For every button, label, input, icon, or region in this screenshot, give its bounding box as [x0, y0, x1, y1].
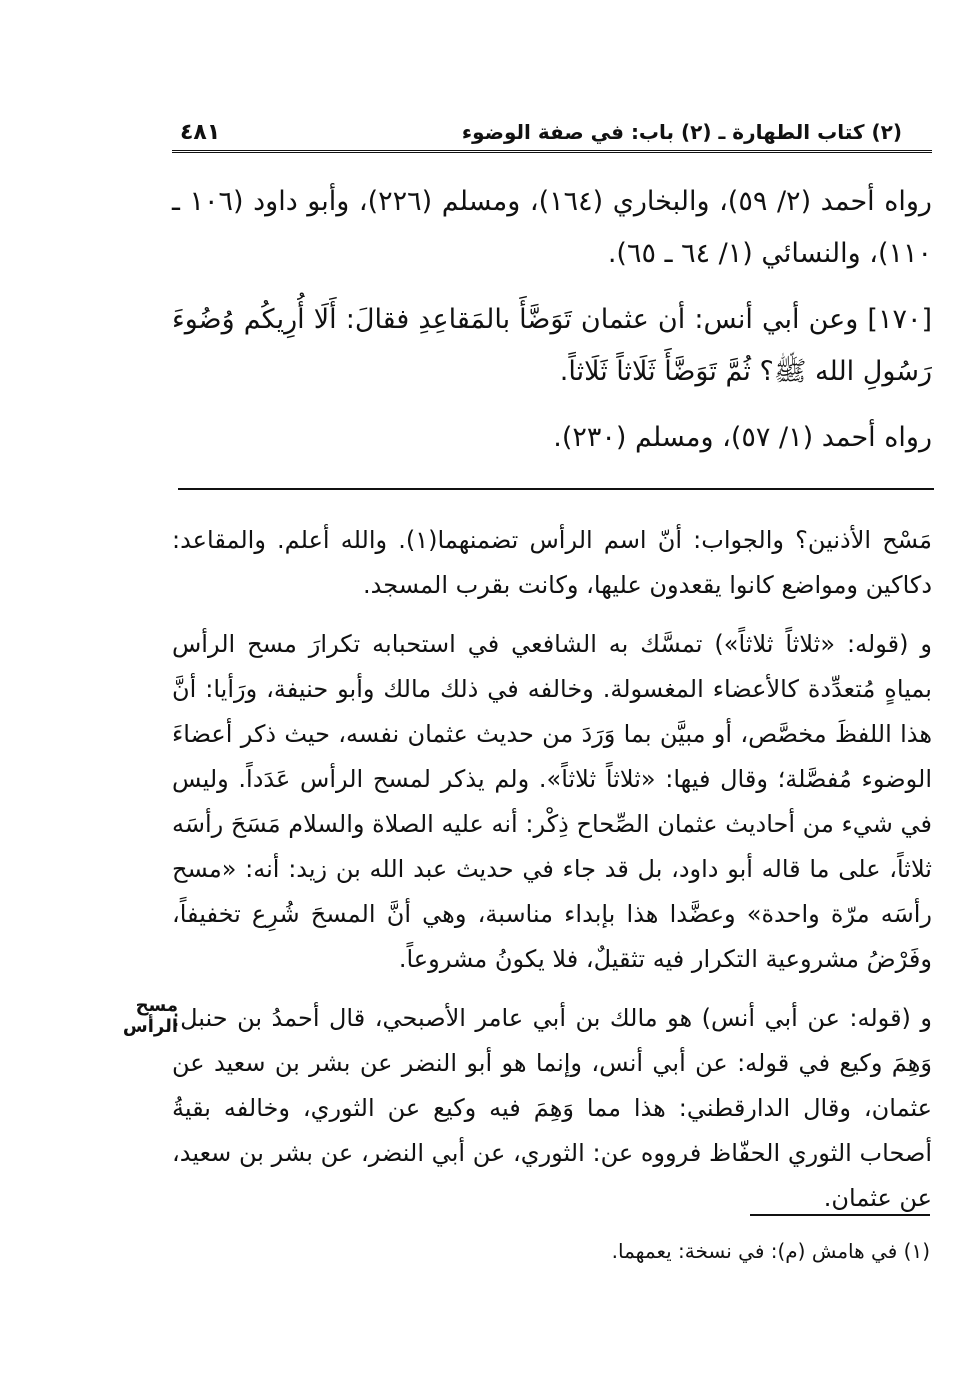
source-citation-2: رواه أحمد (١/ ٥٧)، ومسلم (٢٣٠). — [553, 422, 932, 453]
margin-note: مسح الرأس — [122, 995, 178, 1037]
commentary-paragraph-1: مَسْح الأذنين؟ والجواب: أنّ اسم الرأس تضمنهما(١). والله أعلم. والمقاعد: دكاكين ومواضع كانوا يقعدون عليها، وكانت بقرب المسجد. — [172, 526, 932, 599]
footnote: (١) في هامش (م): في نسخة: يعمهما. — [611, 1239, 930, 1263]
commentary-paragraph-3: و (قوله: عن أبي أنس) هو مالك بن أبي عامر الأصبحي، قال أحمدُ بن حنبل: وَهِمَ وكيع في قوله: عن أبي أنس، وإنما هو أبو النضر عن بشر بن سعيد عن عثمان، وقال الدارقطني: هذا مما وَهِمَ فيه وكيع عن الثوري، وخالفه بقيةُ أصحاب الثوري الحفّاظ فرووه عن: الثوري، عن أبي النضر، عن بشر بن سعيد، عن عثمان. — [172, 1004, 932, 1212]
source-citation-1: رواه أحمد (٢/ ٥٩)، والبخاري (١٦٤)، ومسلم (٢٢٦)، وأبو داود (١٠٦ ـ ١١٠)، والنسائي (١/ ٦٤ ـ ٦٥). — [172, 186, 932, 269]
section-divider — [178, 488, 934, 490]
page-number: ٤٨١ — [180, 120, 221, 145]
footnote-rule — [750, 1214, 930, 1216]
header-rule — [172, 150, 932, 153]
page-header — [172, 110, 932, 150]
commentary-paragraph-2: و (قوله: «ثلاثاً ثلاثاً») تمسَّك به الشافعي في استحبابه تكرارَ مسح الرأس بمياهٍ مُتعدِّدة كالأعضاء المغسولة. وخالفه في ذلك مالك وأبو حنيفة، ورَأيا: أنَّ هذا اللفظَ مخصَّص، أو مبيَّن بما وَرَدَ من حديث عثمان نفسه، حيث ذكر أعضاءَ الوضوء مُفصَّلة؛ وقال فيها: «ثلاثاً ثلاثاً». ولم يذكر لمسح الرأس عَدَداً. وليس في شيء من أحاديث عثمان الصِّحاح ذِكْر: أنه عليه الصلاة والسلام مَسَحَ رأسَه ثلاثاً، على ما قاله أبو داود، بل قد جاء في حديث عبد الله بن زيد: أنه: «مسح رأسَه مرّة واحدة» وعضَّدا هذا بإبداء مناسبة، وهي أنَّ المسحَ شُرِع تخفيفاً، وفَرْضُ مشروعية التكرار فيه تثقيلٌ، فلا يكونُ مشروعاً. — [172, 630, 932, 973]
commentary-section — [172, 518, 932, 1235]
running-title: (٢) كتاب الطهارة ـ (٢) باب: في صفة الوضوء — [461, 120, 902, 144]
hadith-170-text: [١٧٠] وعن أبي أنس: أن عثمان تَوَضَّأَ بالمَقاعِدِ فقالَ: أَلَا أُرِيكُم وُضُوءَ رَسُولِ الله ﷺ؟ ثُمَّ تَوَضَّأَ ثَلَاثاً ثَلَاثاً. — [172, 304, 932, 387]
hadith-section — [172, 176, 932, 464]
